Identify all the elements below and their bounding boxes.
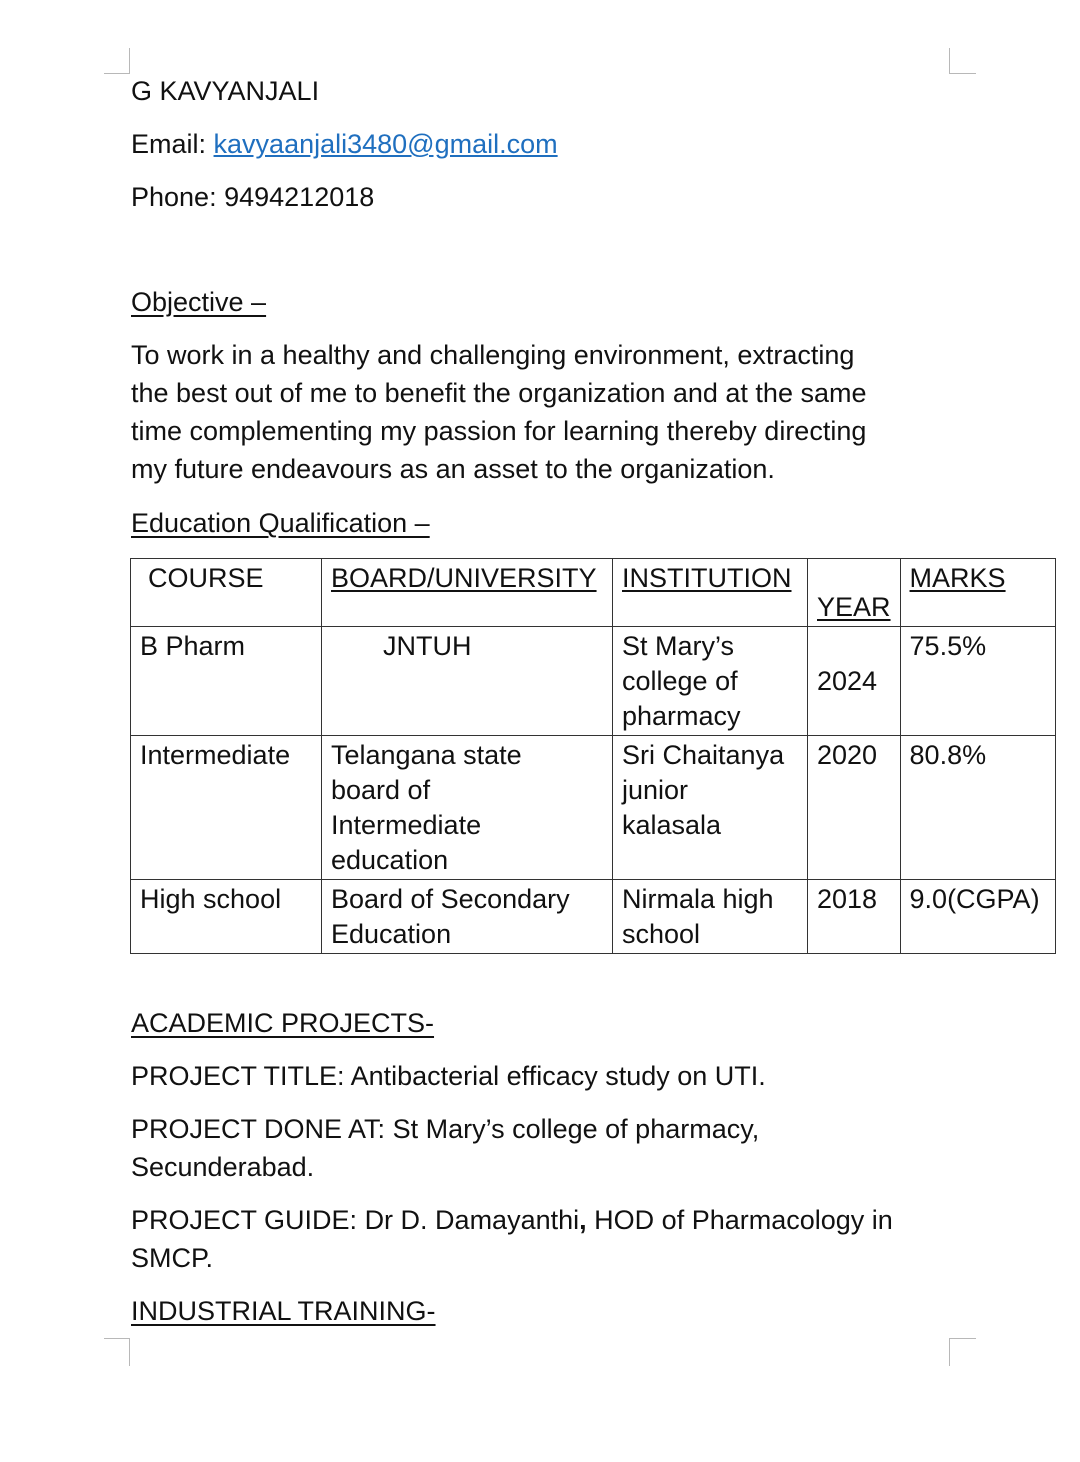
cell-marks: 80.8%	[900, 736, 1055, 880]
education-heading-wrap	[131, 504, 1031, 542]
project-title-line	[131, 1057, 1031, 1095]
phone-line	[131, 178, 1051, 216]
column-header-board: BOARD/UNIVERSITY	[322, 559, 613, 627]
project-guide-comma: ,	[579, 1205, 587, 1235]
project-done-at-label: PROJECT DONE AT:	[131, 1114, 386, 1144]
column-header-marks: MARKS	[900, 559, 1055, 627]
project-title-value: Antibacterial efficacy study on UTI.	[350, 1061, 766, 1091]
project-guide-name: Dr D. Damayanthi	[364, 1205, 580, 1235]
crop-mark-bottom-right	[949, 1338, 950, 1366]
cell-board: Board of Secondary Education	[322, 880, 613, 954]
resume-header	[131, 72, 1051, 216]
crop-mark-bottom-left	[104, 1338, 130, 1339]
table-header-row	[131, 559, 1056, 627]
objective-line: the best out of me to benefit the organization and at the same	[131, 378, 867, 408]
crop-mark-top-right	[949, 48, 950, 74]
email-label: Email:	[131, 129, 207, 159]
table-row	[131, 736, 1056, 880]
cell-institution: Sri Chaitanya junior kalasala	[613, 736, 808, 880]
project-done-at-line	[131, 1110, 1031, 1148]
objective-section	[131, 283, 1031, 488]
cell-course: Intermediate	[131, 736, 322, 880]
project-guide-rest: HOD of Pharmacology in	[594, 1205, 893, 1235]
objective-line: my future endeavours as an asset to the organization.	[131, 454, 775, 484]
cell-year: 2020	[808, 736, 901, 880]
cell-year: 2024	[808, 627, 901, 736]
column-header-year: YEAR	[808, 559, 901, 627]
training-heading: INDUSTRIAL TRAINING-	[131, 1296, 436, 1326]
cell-year: 2018	[808, 880, 901, 954]
cell-board: Telangana state board of Intermediate education	[322, 736, 613, 880]
education-heading: Education Qualification –	[131, 508, 430, 538]
email-line	[131, 125, 1051, 163]
objective-line: To work in a healthy and challenging environment, extracting	[131, 340, 855, 370]
table-row	[131, 627, 1056, 736]
candidate-name: G KAVYANJALI	[131, 76, 320, 106]
project-guide-line	[131, 1201, 1031, 1239]
objective-heading: Objective –	[131, 287, 267, 317]
column-header-course: COURSE	[131, 559, 322, 627]
objective-line: time complementing my passion for learning thereby directing	[131, 416, 867, 446]
phone-label: Phone:	[131, 182, 217, 212]
phone-number: 9494212018	[224, 182, 375, 212]
project-guide-label: PROJECT GUIDE:	[131, 1205, 358, 1235]
crop-mark-bottom-right	[949, 1338, 976, 1339]
email-link[interactable]: kavyaanjali3480@gmail.com	[213, 129, 558, 159]
cell-marks: 75.5%	[900, 627, 1055, 736]
cell-course: High school	[131, 880, 322, 954]
cell-course: B Pharm	[131, 627, 322, 736]
cell-board: JNTUH	[322, 627, 613, 736]
projects-section	[131, 1004, 1031, 1330]
cell-institution: Nirmala high school	[613, 880, 808, 954]
project-guide-line-2: SMCP.	[131, 1243, 214, 1273]
crop-mark-bottom-left	[129, 1338, 130, 1366]
column-header-institution: INSTITUTION	[613, 559, 808, 627]
crop-mark-top-left	[129, 48, 130, 74]
cell-institution: St Mary’s college of pharmacy	[613, 627, 808, 736]
crop-mark-top-left	[104, 73, 130, 74]
projects-heading: ACADEMIC PROJECTS-	[131, 1008, 435, 1038]
cell-marks: 9.0(CGPA)	[900, 880, 1055, 954]
project-title-label: PROJECT TITLE:	[131, 1061, 345, 1091]
table-row	[131, 880, 1056, 954]
project-done-at-value: St Mary’s college of pharmacy,	[392, 1114, 760, 1144]
education-table	[130, 558, 1056, 954]
project-done-at-line-2: Secunderabad.	[131, 1152, 315, 1182]
